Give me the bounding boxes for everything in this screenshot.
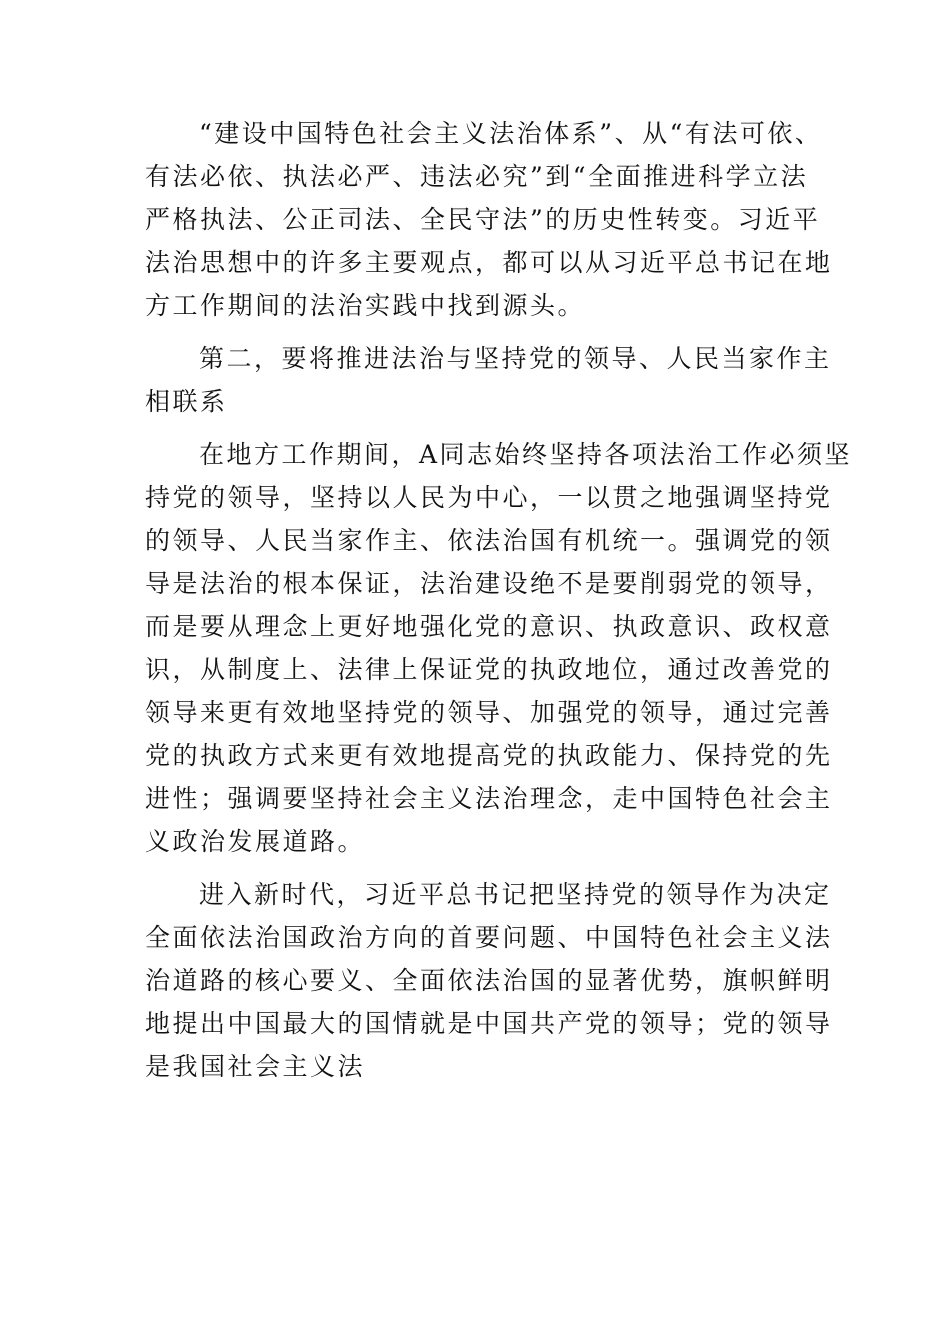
text-line: 相联系 [145, 387, 228, 416]
paragraph [145, 433, 853, 863]
document-body [145, 112, 853, 1088]
text-line: 识，从制度上、法律上保证党的执政地位，通过改善党的 [145, 655, 833, 684]
text-line: 党的执政方式来更有效地提高党的执政能力、保持党的先 [145, 741, 833, 770]
paragraph [145, 873, 833, 1088]
paragraph [145, 337, 832, 423]
text-line: 而是要从理念上更好地强化党的意识、执政意识、政权意 [145, 612, 833, 641]
text-line: 第二，要将推进法治与坚持党的领导、人民当家作主 [199, 344, 832, 373]
paragraph-spacer [145, 327, 807, 337]
text-line: 有法必依、执法必严、违法必究”到“全面推进科学立法 [145, 162, 809, 191]
text-line: 进性；强调要坚持社会主义法治理念，走中国特色社会主 [145, 784, 833, 813]
text-line: 导是法治的根本保证，法治建设绝不是要削弱党的领导， [145, 569, 833, 598]
text-line: 义政治发展道路。 [145, 827, 366, 856]
text-line: 法治思想中的许多主要观点，都可以从习近平总书记在地 [145, 248, 833, 277]
text-line: 严格执法、公正司法、全民守法”的历史性转变。习近平 [145, 205, 821, 234]
text-line: 治道路的核心要义、全面依法治国的显著优势，旗帜鲜明 [145, 966, 833, 995]
text-line: 是我国社会主义法 [145, 1052, 366, 1081]
text-line: 在地方工作期间，A同志始终坚持各项法治工作必须坚 [199, 440, 853, 469]
text-line: 全面依法治国政治方向的首要问题、中国特色社会主义法 [145, 923, 833, 952]
text-line: 持党的领导，坚持以人民为中心，一以贯之地强调坚持党 [145, 483, 833, 512]
text-line: 进入新时代，习近平总书记把坚持党的领导作为决定 [199, 880, 832, 909]
text-line: 方工作期间的法治实践中找到源头。 [145, 291, 586, 320]
text-line: 领导来更有效地坚持党的领导、加强党的领导，通过完善 [145, 698, 833, 727]
paragraph-spacer [145, 863, 807, 873]
paragraph-spacer [145, 423, 807, 433]
text-line: “建设中国特色社会主义法治体系”、从“有法可依、 [199, 119, 823, 148]
text-line: 的领导、人民当家作主、依法治国有机统一。强调党的领 [145, 526, 833, 555]
paragraph [145, 112, 833, 327]
text-line: 地提出中国最大的国情就是中国共产党的领导；党的领导 [145, 1009, 833, 1038]
